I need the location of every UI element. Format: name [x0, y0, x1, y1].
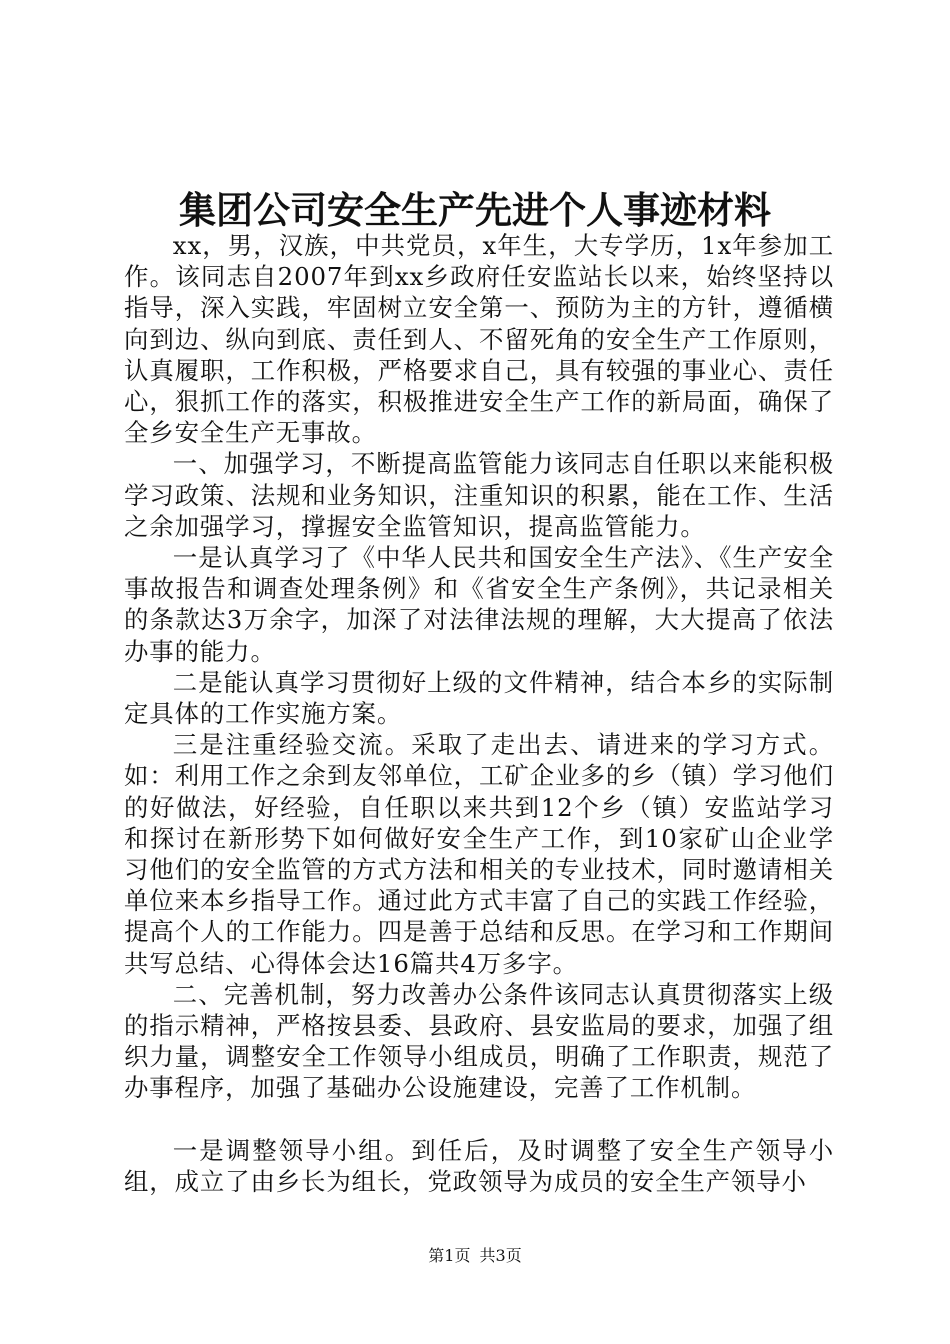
paragraph-item-3: 三是注重经验交流。采取了走出去、请进来的学习方式。如：利用工作之余到友邻单位，工矿企业多的乡（镇）学习他们的好做法，好经验，自任职以来共到12个乡（镇）安监站学习和探讨在新形势下如何做好安全生产工作，到10家矿山企业学习他们的安全监管的方式方法和相关的专业技术，同时邀请相关单位来本乡指导工作。通过此方式丰富了自己的实践工作经验，提高个人的工作能力。四是善于总结和反思。在学习和工作期间共写总结、心得体会达16篇共4万多字。: [124, 730, 834, 978]
paragraph-intro: xx，男，汉族，中共党员，x年生，大专学历，1x年参加工作。该同志自2007年到xx乡政府任安监站长以来，始终坚持以指导，深入实践，牢固树立安全第一、预防为主的方针，遵循横向到边、纵向到底、责任到人、不留死角的安全生产工作原则，认真履职，工作积极，严格要求自己，具有较强的事业心、责任心，狠抓工作的落实，积极推进安全生产工作的新局面，确保了全乡安全生产无事故。: [124, 231, 834, 448]
document-body: [124, 230, 834, 1197]
paragraph-section-2-item-1: 一是调整领导小组。到任后，及时调整了安全生产领导小组，成立了由乡长为组长，党政领导为成员的安全生产领导小: [124, 1135, 834, 1196]
paragraph-item-2: 二是能认真学习贯彻好上级的文件精神，结合本乡的实际制定具体的工作实施方案。: [124, 667, 834, 729]
paragraph-spacer: [124, 1104, 834, 1135]
paragraph-section-2: 二、完善机制，努力改善办公条件该同志认真贯彻落实上级的指示精神，严格按县委、县政府、县安监局的要求，加强了组织力量，调整安全工作领导小组成员，明确了工作职责，规范了办事程序，加强了基础办公设施建设，完善了工作机制。: [124, 979, 834, 1103]
paragraph-section-1: 一、加强学习，不断提高监管能力该同志自任职以来能积极学习政策、法规和业务知识，注重知识的积累，能在工作、生活之余加强学习，撑握安全监管知识，提高监管能力。: [124, 449, 834, 541]
document-title: 集团公司安全生产先进个人事迹材料: [179, 188, 771, 232]
paragraph-item-1: 一是认真学习了《中华人民共和国安全生产法》、《生产安全事故报告和调查处理条例》和《省安全生产条例》，共记录相关的条款达3万余字，加深了对法律法规的理解，大大提高了依法办事的能力。: [124, 543, 834, 666]
page-footer: 第1页 共3页: [428, 1246, 522, 1265]
